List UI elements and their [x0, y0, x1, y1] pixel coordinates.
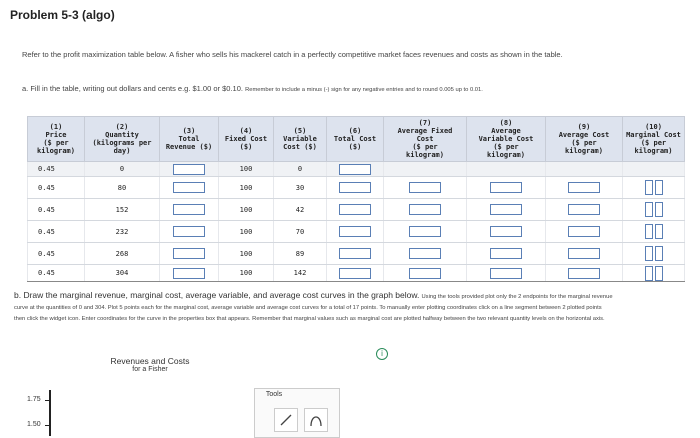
part-b-main: b. Draw the marginal revenue, marginal cost, average variable, and average cost curves in the graph below.	[14, 290, 420, 300]
variable-cost-cell: 42	[274, 199, 327, 221]
part-a-note: Remember to include a minus (-) sign for any negative entries and to round 0.005 up to 0.01.	[245, 87, 483, 93]
avg-cost-cell	[546, 265, 623, 282]
table-row	[28, 162, 685, 177]
fixed-cost-cell: 100	[219, 199, 274, 221]
avg-fixed-cost-input[interactable]	[409, 226, 441, 237]
marginal-cost-cell	[623, 177, 685, 199]
variable-cost-cell: 30	[274, 177, 327, 199]
marginal-cost-input[interactable]	[655, 266, 663, 281]
avg-fixed-cost-input[interactable]	[409, 248, 441, 259]
total-cost-input[interactable]	[339, 226, 371, 237]
part-b-note: Using the tools provided plot only the 2 endpoints for the marginal revenue curve at the quantities of 0 and 304. Plot 5 points each for the marginal cost, average variable and average cost curves for a total of 17 points. To manually enter plotting coordinates click on a line segment between 2 plotted points then click the widget icon. Enter coordinates for the curve in the properties box that appears. Remember that marginal values such as marginal cost are plotted halfway between the two relevant quantity levels on the horizontal axis.	[14, 294, 613, 322]
avg-cost-input[interactable]	[568, 204, 600, 215]
part-a-main: a. Fill in the table, writing out dollars and cents e.g. $1.00 or $0.10.	[22, 84, 243, 93]
quantity-cell: 304	[85, 265, 160, 282]
avg-variable-cost-cell	[467, 162, 546, 177]
avg-variable-cost-input[interactable]	[490, 204, 522, 215]
total-cost-input[interactable]	[339, 204, 371, 215]
y-tick-label: 1.50	[27, 421, 41, 428]
total-cost-cell	[327, 177, 384, 199]
col-header-avg-variable-cost: (8) Average Variable Cost ($ per kilogram)	[467, 117, 546, 162]
col-header-quantity: (2) Quantity (kilograms per day)	[85, 117, 160, 162]
avg-cost-input[interactable]	[568, 248, 600, 259]
col-header-avg-fixed-cost: (7) Average Fixed Cost ($ per kilogram)	[384, 117, 467, 162]
y-tick-mark	[45, 425, 49, 426]
variable-cost-cell: 0	[274, 162, 327, 177]
total-revenue-input[interactable]	[173, 226, 205, 237]
marginal-cost-input[interactable]	[655, 180, 663, 195]
line-tool-icon	[278, 412, 294, 428]
line-tool-button[interactable]	[274, 408, 298, 432]
quantity-cell: 0	[85, 162, 160, 177]
variable-cost-cell: 70	[274, 221, 327, 243]
avg-fixed-cost-cell	[384, 199, 467, 221]
price-cell: 0.45	[28, 199, 85, 221]
total-revenue-cell	[160, 243, 219, 265]
marginal-cost-input[interactable]	[655, 202, 663, 217]
avg-cost-cell	[546, 177, 623, 199]
total-cost-cell	[327, 243, 384, 265]
avg-cost-input[interactable]	[568, 226, 600, 237]
profit-table	[27, 116, 685, 282]
problem-title: Problem 5-3 (algo)	[10, 8, 115, 22]
part-b-instructions	[14, 291, 614, 324]
fixed-cost-cell: 100	[219, 265, 274, 282]
price-cell: 0.45	[28, 243, 85, 265]
avg-variable-cost-cell	[467, 221, 546, 243]
total-cost-input[interactable]	[339, 248, 371, 259]
avg-fixed-cost-cell	[384, 177, 467, 199]
avg-fixed-cost-cell	[384, 265, 467, 282]
avg-variable-cost-input[interactable]	[490, 268, 522, 279]
total-cost-input[interactable]	[339, 182, 371, 193]
col-header-total-cost: (6) Total Cost ($)	[327, 117, 384, 162]
avg-fixed-cost-input[interactable]	[409, 182, 441, 193]
avg-variable-cost-cell	[467, 177, 546, 199]
avg-variable-cost-cell	[467, 265, 546, 282]
col-header-total-revenue: (3) Total Revenue ($)	[160, 117, 219, 162]
avg-cost-input[interactable]	[568, 268, 600, 279]
fixed-cost-cell: 100	[219, 162, 274, 177]
table-row	[28, 265, 685, 282]
total-cost-cell	[327, 265, 384, 282]
marginal-cost-cell	[623, 199, 685, 221]
total-revenue-input[interactable]	[173, 204, 205, 215]
table-row	[28, 243, 685, 265]
price-cell: 0.45	[28, 221, 85, 243]
problem-intro: Refer to the profit maximization table below. A fisher who sells his mackerel catch in a perfectly competitive market faces revenues and costs as shown in the table.	[22, 50, 563, 59]
marginal-cost-input[interactable]	[655, 224, 663, 239]
quantity-cell: 152	[85, 199, 160, 221]
avg-cost-cell	[546, 221, 623, 243]
price-cell: 0.45	[28, 265, 85, 282]
variable-cost-cell: 142	[274, 265, 327, 282]
fixed-cost-cell: 100	[219, 177, 274, 199]
y-axis[interactable]	[49, 390, 51, 436]
col-header-variable-cost: (5) Variable Cost ($)	[274, 117, 327, 162]
total-cost-cell	[327, 199, 384, 221]
total-revenue-input[interactable]	[173, 248, 205, 259]
avg-fixed-cost-cell	[384, 162, 467, 177]
quantity-cell: 80	[85, 177, 160, 199]
total-revenue-cell	[160, 265, 219, 282]
marginal-cost-input[interactable]	[655, 246, 663, 261]
avg-variable-cost-cell	[467, 199, 546, 221]
avg-fixed-cost-cell	[384, 243, 467, 265]
avg-fixed-cost-input[interactable]	[409, 204, 441, 215]
marginal-cost-input[interactable]	[645, 202, 653, 217]
avg-variable-cost-cell	[467, 243, 546, 265]
avg-variable-cost-input[interactable]	[490, 226, 522, 237]
marginal-cost-cell	[623, 162, 685, 177]
marginal-cost-input[interactable]	[645, 180, 653, 195]
part-a-instructions	[22, 84, 622, 95]
quantity-cell: 268	[85, 243, 160, 265]
total-revenue-input[interactable]	[173, 182, 205, 193]
quantity-cell: 232	[85, 221, 160, 243]
table-row	[28, 177, 685, 199]
marginal-cost-input[interactable]	[645, 224, 653, 239]
curve-tool-icon	[308, 412, 324, 428]
total-revenue-cell	[160, 221, 219, 243]
fixed-cost-cell: 100	[219, 243, 274, 265]
table-row	[28, 221, 685, 243]
total-revenue-input[interactable]	[173, 268, 205, 279]
avg-fixed-cost-cell	[384, 221, 467, 243]
col-header-price: (1) Price ($ per kilogram)	[28, 117, 85, 162]
avg-fixed-cost-input[interactable]	[409, 268, 441, 279]
total-cost-cell	[327, 162, 384, 177]
marginal-cost-input[interactable]	[645, 266, 653, 281]
total-cost-cell	[327, 221, 384, 243]
avg-cost-cell	[546, 243, 623, 265]
total-revenue-input[interactable]	[173, 164, 205, 175]
fixed-cost-cell: 100	[219, 221, 274, 243]
total-revenue-cell	[160, 162, 219, 177]
marginal-cost-cell	[623, 221, 685, 243]
chart-subtitle: for a Fisher	[132, 366, 168, 373]
marginal-cost-input[interactable]	[645, 246, 653, 261]
price-cell: 0.45	[28, 162, 85, 177]
y-tick-mark	[45, 400, 49, 401]
variable-cost-cell: 89	[274, 243, 327, 265]
total-revenue-cell	[160, 177, 219, 199]
total-cost-input[interactable]	[339, 268, 371, 279]
curve-tool-button[interactable]	[304, 408, 328, 432]
col-header-marginal-cost: (10) Marginal Cost ($ per kilogram)	[623, 117, 685, 162]
chart-title: Revenues and Costs	[110, 356, 190, 366]
marginal-cost-cell	[623, 265, 685, 282]
avg-cost-cell	[546, 199, 623, 221]
avg-variable-cost-input[interactable]	[490, 248, 522, 259]
marginal-cost-cell	[623, 243, 685, 265]
total-revenue-cell	[160, 199, 219, 221]
table-row	[28, 199, 685, 221]
table-header-row	[28, 117, 685, 162]
price-cell: 0.45	[28, 177, 85, 199]
y-tick-label: 1.75	[27, 396, 41, 403]
avg-cost-cell	[546, 162, 623, 177]
tools-label: Tools	[265, 391, 283, 398]
col-header-fixed-cost: (4) Fixed Cost ($)	[219, 117, 274, 162]
info-icon[interactable]: i	[376, 348, 388, 360]
col-header-avg-cost: (9) Average Cost ($ per kilogram)	[546, 117, 623, 162]
avg-variable-cost-input[interactable]	[490, 182, 522, 193]
total-cost-input[interactable]	[339, 164, 371, 175]
avg-cost-input[interactable]	[568, 182, 600, 193]
